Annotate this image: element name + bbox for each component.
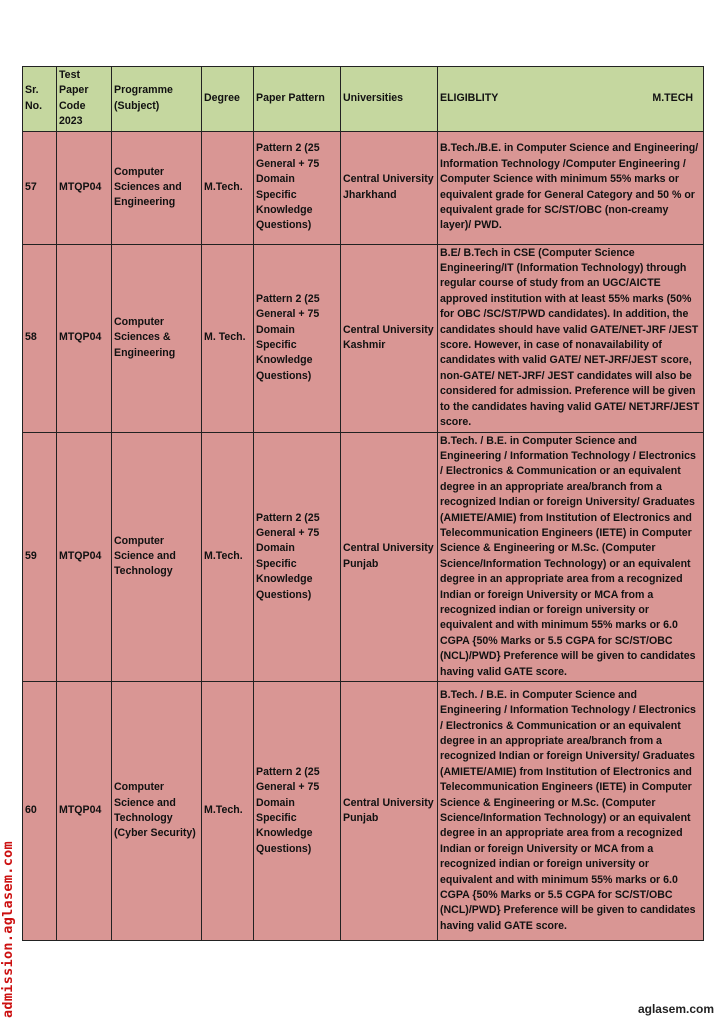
cell-university: Central University Kashmir	[341, 244, 438, 432]
header-degree: Degree	[202, 67, 254, 132]
cell-degree: M.Tech.	[202, 682, 254, 941]
cell-university: Central University Jharkhand	[341, 131, 438, 244]
cell-code: MTQP04	[57, 131, 112, 244]
eligibility-label: ELIGIBLITY	[440, 92, 499, 105]
cell-eligibility: B.Tech./B.E. in Computer Science and Engineering/ Information Technology /Computer Engineering / Computer Science with minimum 55% marks or equivalent grade for General Category and 50 % or equivalent grade for SC/ST/OBC (non-creamy layer)/ PWD.	[438, 131, 704, 244]
header-eligibility	[438, 67, 704, 132]
cell-university: Central University Punjab	[341, 432, 438, 682]
cell-degree: M.Tech.	[202, 432, 254, 682]
table-row	[23, 131, 704, 244]
cell-eligibility: B.Tech. / B.E. in Computer Science and Engineering / Information Technology / Electronics / Electronics & Communication or an equivalent degree in an appropriate area/branch from a recognized Indian or foreign University/ Graduates (AMIETE/AMIE) from Institution of Electronics and Telecommunication Engineers (IETE) in Computer Science & Engineering or M.Sc. (Computer Science/Information Technology) or an equivalent degree in an appropriate area from a recognized Indian or foreign University or MCA from a recognized indian or foreign university or equivalent and with minimum 55% marks or 6.0 CGPA {50% Marks or 5.5 CGPA for SC/ST/OBC (NCL)/PWD} Preference will be given to candidates having valid GATE score.	[438, 432, 704, 682]
cell-programme: Computer Sciences and Engineering	[112, 131, 202, 244]
cell-code: MTQP04	[57, 682, 112, 941]
cell-pattern: Pattern 2 (25 General + 75 Domain Specific Knowledge Questions)	[254, 131, 341, 244]
header-programme: Programme (Subject)	[112, 67, 202, 132]
cell-programme: Computer Science and Technology (Cyber Security)	[112, 682, 202, 941]
header-sr-no: Sr. No.	[23, 67, 57, 132]
cell-pattern: Pattern 2 (25 General + 75 Domain Specific Knowledge Questions)	[254, 244, 341, 432]
cell-eligibility: B.Tech. / B.E. in Computer Science and Engineering / Information Technology / Electronics / Electronics & Communication or an equivalent degree in an appropriate area/branch from a recognized Indian or foreign University/ Graduates (AMIETE/AMIE) from Institution of Electronics and Telecommunication Engineers (IETE) in Computer Science & Engineering or M.Sc. (Computer Science/Information Technology) or an equivalent degree in an appropriate area from a recognized Indian or foreign University or MCA from a recognized indian or foreign university or equivalent and with minimum 55% marks or 6.0 CGPA {50% Marks or 5.5 CGPA for SC/ST/OBC (NCL)/PWD} Preference will be given to candidates having valid GATE score.	[438, 682, 704, 941]
header-universities: Universities	[341, 67, 438, 132]
cell-programme: Computer Science and Technology	[112, 432, 202, 682]
cell-sr-no: 59	[23, 432, 57, 682]
course-label: M.TECH	[652, 92, 693, 105]
cell-sr-no: 57	[23, 131, 57, 244]
footer-brand: aglasem.com	[637, 1002, 714, 1016]
cell-sr-no: 60	[23, 682, 57, 941]
cell-code: MTQP04	[57, 432, 112, 682]
header-paper-pattern: Paper Pattern	[254, 67, 341, 132]
cell-degree: M. Tech.	[202, 244, 254, 432]
cell-university: Central University Punjab	[341, 682, 438, 941]
cell-degree: M.Tech.	[202, 131, 254, 244]
cell-eligibility: B.E/ B.Tech in CSE (Computer Science Engineering/IT (Information Technology) through regular course of study from an UGC/AICTE approved institution with at least 55% marks (50% for OBC /SC/ST/PWD candidates). In addition, the candidates should have valid GATE/NET-JRF /JEST score. However, in case of nonavailability of candidates with valid GATE/ NET-JRF/JEST score, non-GATE/ NET-JRF/ JEST candidates will also be considered for admission. Preference will be given to the candidates having valid GATE/ NETJRF/JEST score.	[438, 244, 704, 432]
cell-pattern: Pattern 2 (25 General + 75 Domain Specific Knowledge Questions)	[254, 432, 341, 682]
header-test-paper-code: Test Paper Code 2023	[57, 67, 112, 132]
table-header-row	[23, 67, 704, 132]
table-row	[23, 244, 704, 432]
watermark-text: admission.aglasem.com	[0, 841, 16, 1018]
table-row	[23, 432, 704, 682]
cell-sr-no: 58	[23, 244, 57, 432]
cell-programme: Computer Sciences & Engineering	[112, 244, 202, 432]
eligibility-table	[22, 66, 704, 941]
cell-pattern: Pattern 2 (25 General + 75 Domain Specific Knowledge Questions)	[254, 682, 341, 941]
cell-code: MTQP04	[57, 244, 112, 432]
table-row	[23, 682, 704, 941]
